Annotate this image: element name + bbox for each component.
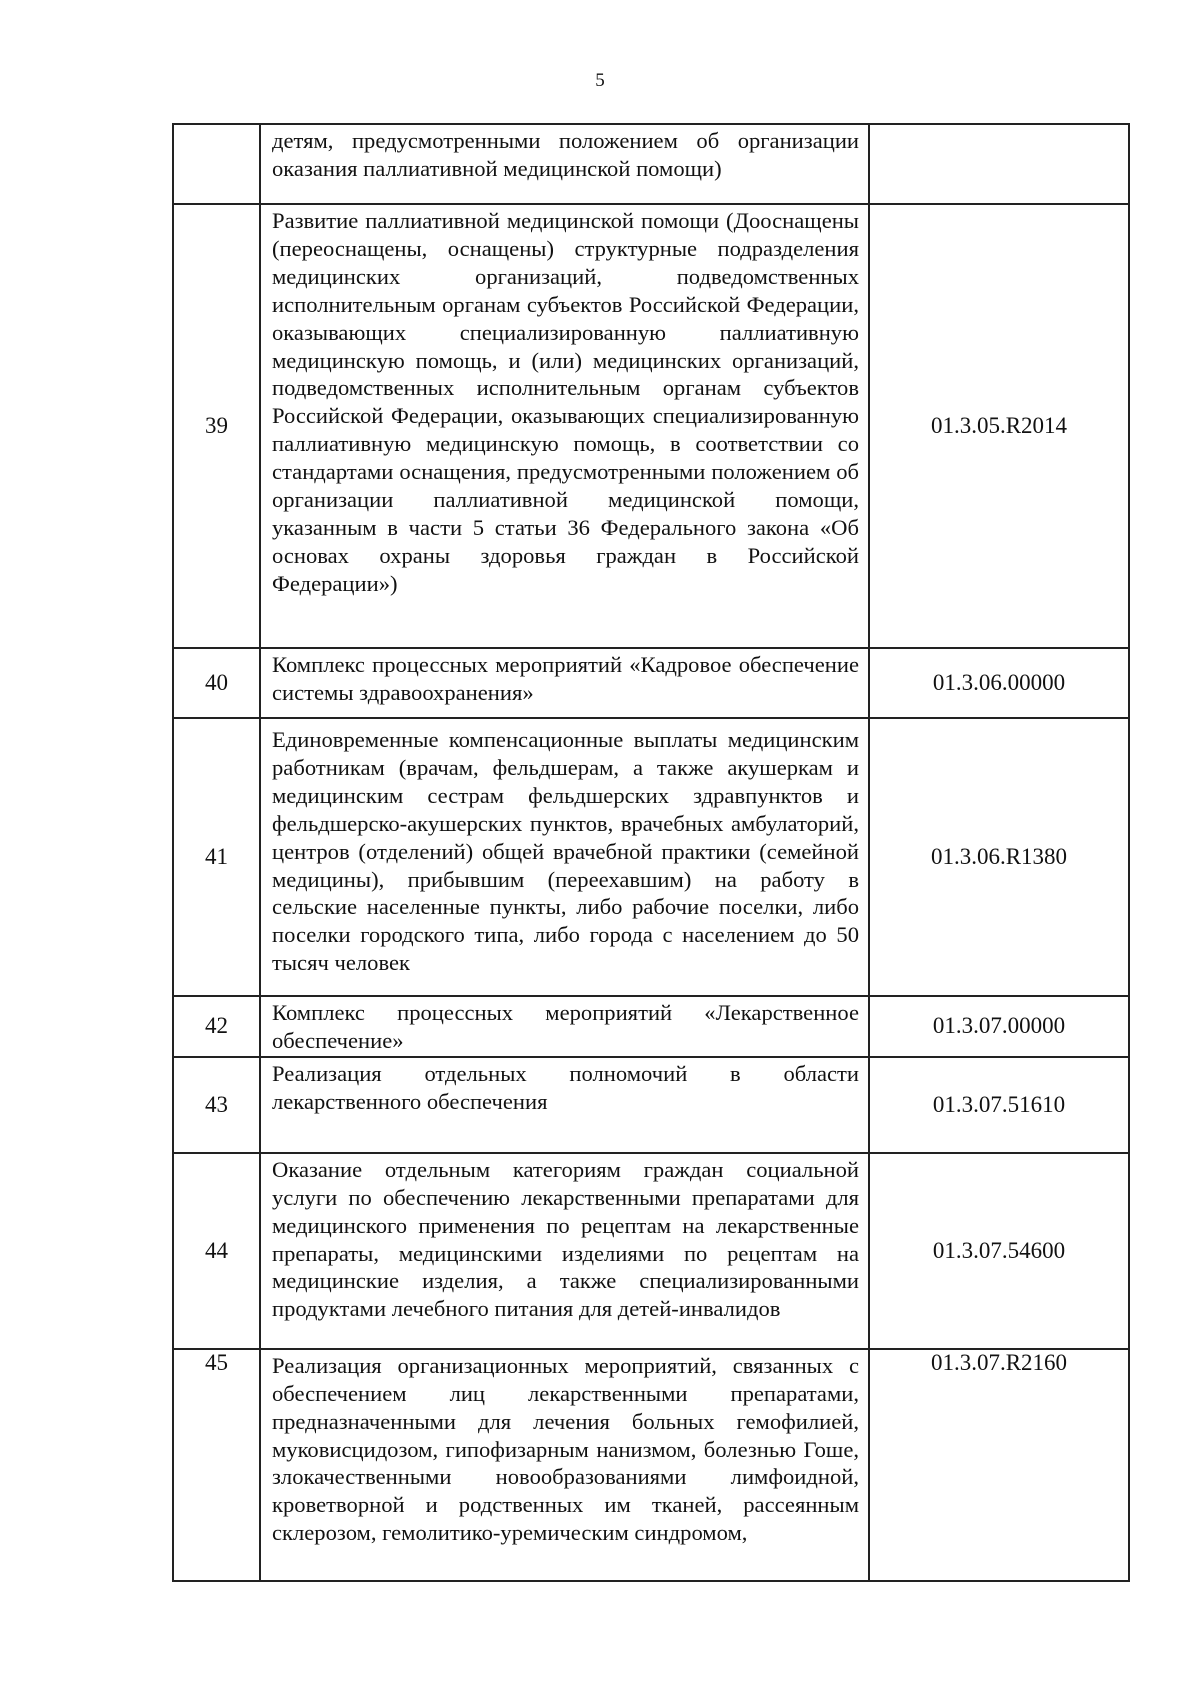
row-description-text: Единовременные компенсационные выплаты медицинским работникам (врачам, фельдшерам, а также акушеркам и медицинским сестрам фельдшерских здравпунктов и фельдшерско-акушерских пунктов, врачебных амбулаторий, центров (отделений) общей врачебной практики (семейной медицины), прибывшим (переехавшим) на работу в сельские населенные пункты, либо рабочие поселки, либо поселки городского типа, либо города с населением до 50 тысяч человек (272, 727, 859, 976)
table-row (173, 124, 1129, 204)
row-description-text: Комплекс процессных мероприятий «Кадровое обеспечение системы здравоохранения» (272, 652, 859, 705)
table-row (173, 204, 1129, 648)
row-code: 01.3.07.R2160 (869, 1349, 1129, 1581)
row-code: 01.3.07.00000 (869, 996, 1129, 1057)
row-number: 40 (173, 648, 260, 718)
row-description-text: Развитие паллиативной медицинской помощи (Дооснащены (переоснащены, оснащены) структурные подразделения медицинских организаций, подведомственных исполнительным органам субъектов Российской Федерации, оказывающих специализированную паллиативную медицинскую помощь, и (или) медицинских организаций, подведомственных исполнительным органам субъектов Российской Федерации, оказывающих специализированную паллиативную медицинскую помощь, в соответствии со стандартами оснащения, предусмотренными положением об организации паллиативной медицинской помощи, указанным в части 5 статьи 36 Федерального закона «Об основах охраны здоровья граждан в Российской Федерации») (272, 208, 859, 596)
row-description (260, 1349, 869, 1581)
table-row (173, 718, 1129, 996)
row-description (260, 996, 869, 1057)
table-row (173, 996, 1129, 1057)
row-description (260, 1057, 869, 1153)
row-description (260, 718, 869, 996)
row-number: 42 (173, 996, 260, 1057)
row-description-text: Реализация организационных мероприятий, связанных с обеспечением лиц лекарственными препаратами, предназначенными для лечения больных гемофилией, муковисцидозом, гипофизарным нанизмом, болезнью Гоше, злокачественными новообразованиями лимфоидной, кроветворной и родственных им тканей, рассеянным склерозом, гемолитико-уремическим синдромом, (272, 1352, 859, 1546)
row-number: 43 (173, 1057, 260, 1153)
table-row (173, 1349, 1129, 1581)
row-code (869, 124, 1129, 204)
row-code: 01.3.05.R2014 (869, 204, 1129, 648)
row-number (173, 124, 260, 204)
row-description-text: Оказание отдельным категориям граждан социальной услуги по обеспечению лекарственными препаратами для медицинского применения по рецептам на лекарственные препараты, медицинскими изделиями по рецептам на медицинские изделия, а также специализированными продуктами лечебного питания для детей-инвалидов (272, 1156, 859, 1322)
table-row (173, 1153, 1129, 1349)
row-code: 01.3.06.00000 (869, 648, 1129, 718)
row-description-text: детям, предусмотренными положением об организации оказания паллиативной медицинской помощи) (272, 128, 859, 181)
row-description (260, 648, 869, 718)
row-description (260, 1153, 869, 1349)
row-number: 45 (173, 1349, 260, 1581)
row-description (260, 124, 869, 204)
table-row (173, 1057, 1129, 1153)
row-description-text: Комплекс процессных мероприятий «Лекарственное обеспечение» (272, 1000, 859, 1053)
row-number: 41 (173, 718, 260, 996)
budget-classification-table (172, 123, 1130, 1582)
row-number: 44 (173, 1153, 260, 1349)
row-code: 01.3.07.54600 (869, 1153, 1129, 1349)
row-code: 01.3.06.R1380 (869, 718, 1129, 996)
row-number: 39 (173, 204, 260, 648)
row-description (260, 204, 869, 648)
table-row (173, 648, 1129, 718)
row-description-text: Реализация отдельных полномочий в области лекарственного обеспечения (272, 1060, 859, 1114)
row-code: 01.3.07.51610 (869, 1057, 1129, 1153)
page-number: 5 (595, 70, 605, 91)
